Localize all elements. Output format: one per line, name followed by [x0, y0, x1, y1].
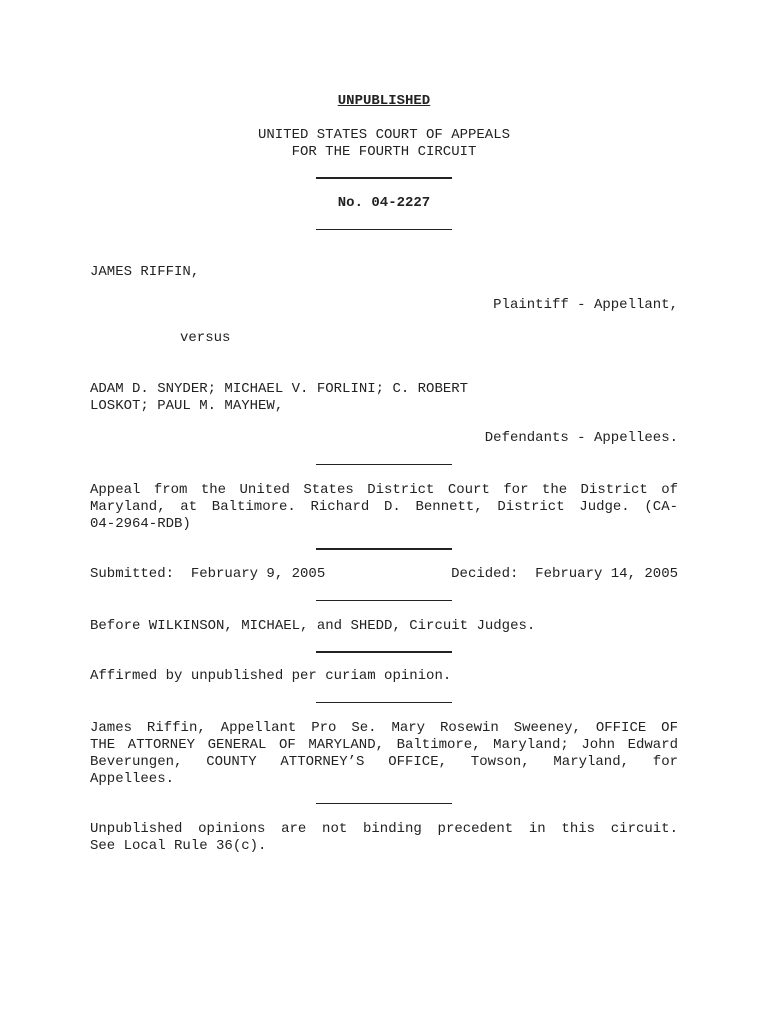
counsel-line: James Riffin, Appellant Pro Se. Mary Rosewin Sweeney, OFFICE OF [90, 720, 678, 736]
defendants-role: Defendants - Appellees. [484, 430, 678, 446]
notice-line: Unpublished opinions are not binding precedent in this circuit. [90, 821, 678, 837]
divider-rule [316, 464, 452, 465]
notice-paragraph [90, 821, 678, 855]
disposition: Affirmed by unpublished per curiam opinion. [90, 668, 452, 684]
appeal-paragraph [90, 482, 678, 533]
counsel-line: THE ATTORNEY GENERAL OF MARYLAND, Baltimore, Maryland; John Edward [90, 737, 678, 753]
case-number: No. 04-2227 [337, 195, 431, 211]
court-name-line2: FOR THE FOURTH CIRCUIT [291, 144, 477, 160]
divider-rule [316, 651, 452, 653]
defendants-names-line2: LOSKOT; PAUL M. MAYHEW, [90, 398, 284, 414]
divider-rule [316, 803, 452, 804]
defendants-names-line1: ADAM D. SNYDER; MICHAEL V. FORLINI; C. ROBERT [90, 381, 469, 397]
appeal-line: Appeal from the United States District Court for the District of [90, 482, 678, 498]
unpublished-label: UNPUBLISHED [337, 93, 431, 109]
appeal-line: Maryland, at Baltimore. Richard D. Bennett, District Judge. (CA- [90, 499, 678, 515]
divider-rule [316, 600, 452, 601]
divider-rule [316, 548, 452, 550]
panel-judges: Before WILKINSON, MICHAEL, and SHEDD, Circuit Judges. [90, 618, 536, 634]
court-name-line1: UNITED STATES COURT OF APPEALS [257, 127, 511, 143]
divider-rule [316, 177, 452, 179]
counsel-paragraph [90, 720, 678, 788]
submitted-date: Submitted: February 9, 2005 [90, 566, 326, 582]
plaintiff-name: JAMES RIFFIN, [90, 264, 200, 280]
decided-date: Decided: February 14, 2005 [451, 566, 678, 582]
divider-rule [316, 229, 452, 230]
plaintiff-role: Plaintiff - Appellant, [493, 297, 678, 313]
appeal-line: 04-2964-RDB) [90, 516, 191, 532]
divider-rule [316, 702, 452, 703]
versus-label: versus [180, 330, 231, 346]
counsel-line: Appellees. [90, 771, 175, 787]
notice-line: See Local Rule 36(c). [90, 838, 267, 854]
counsel-line: Beverungen, COUNTY ATTORNEY’S OFFICE, Towson, Maryland, for [90, 754, 678, 770]
